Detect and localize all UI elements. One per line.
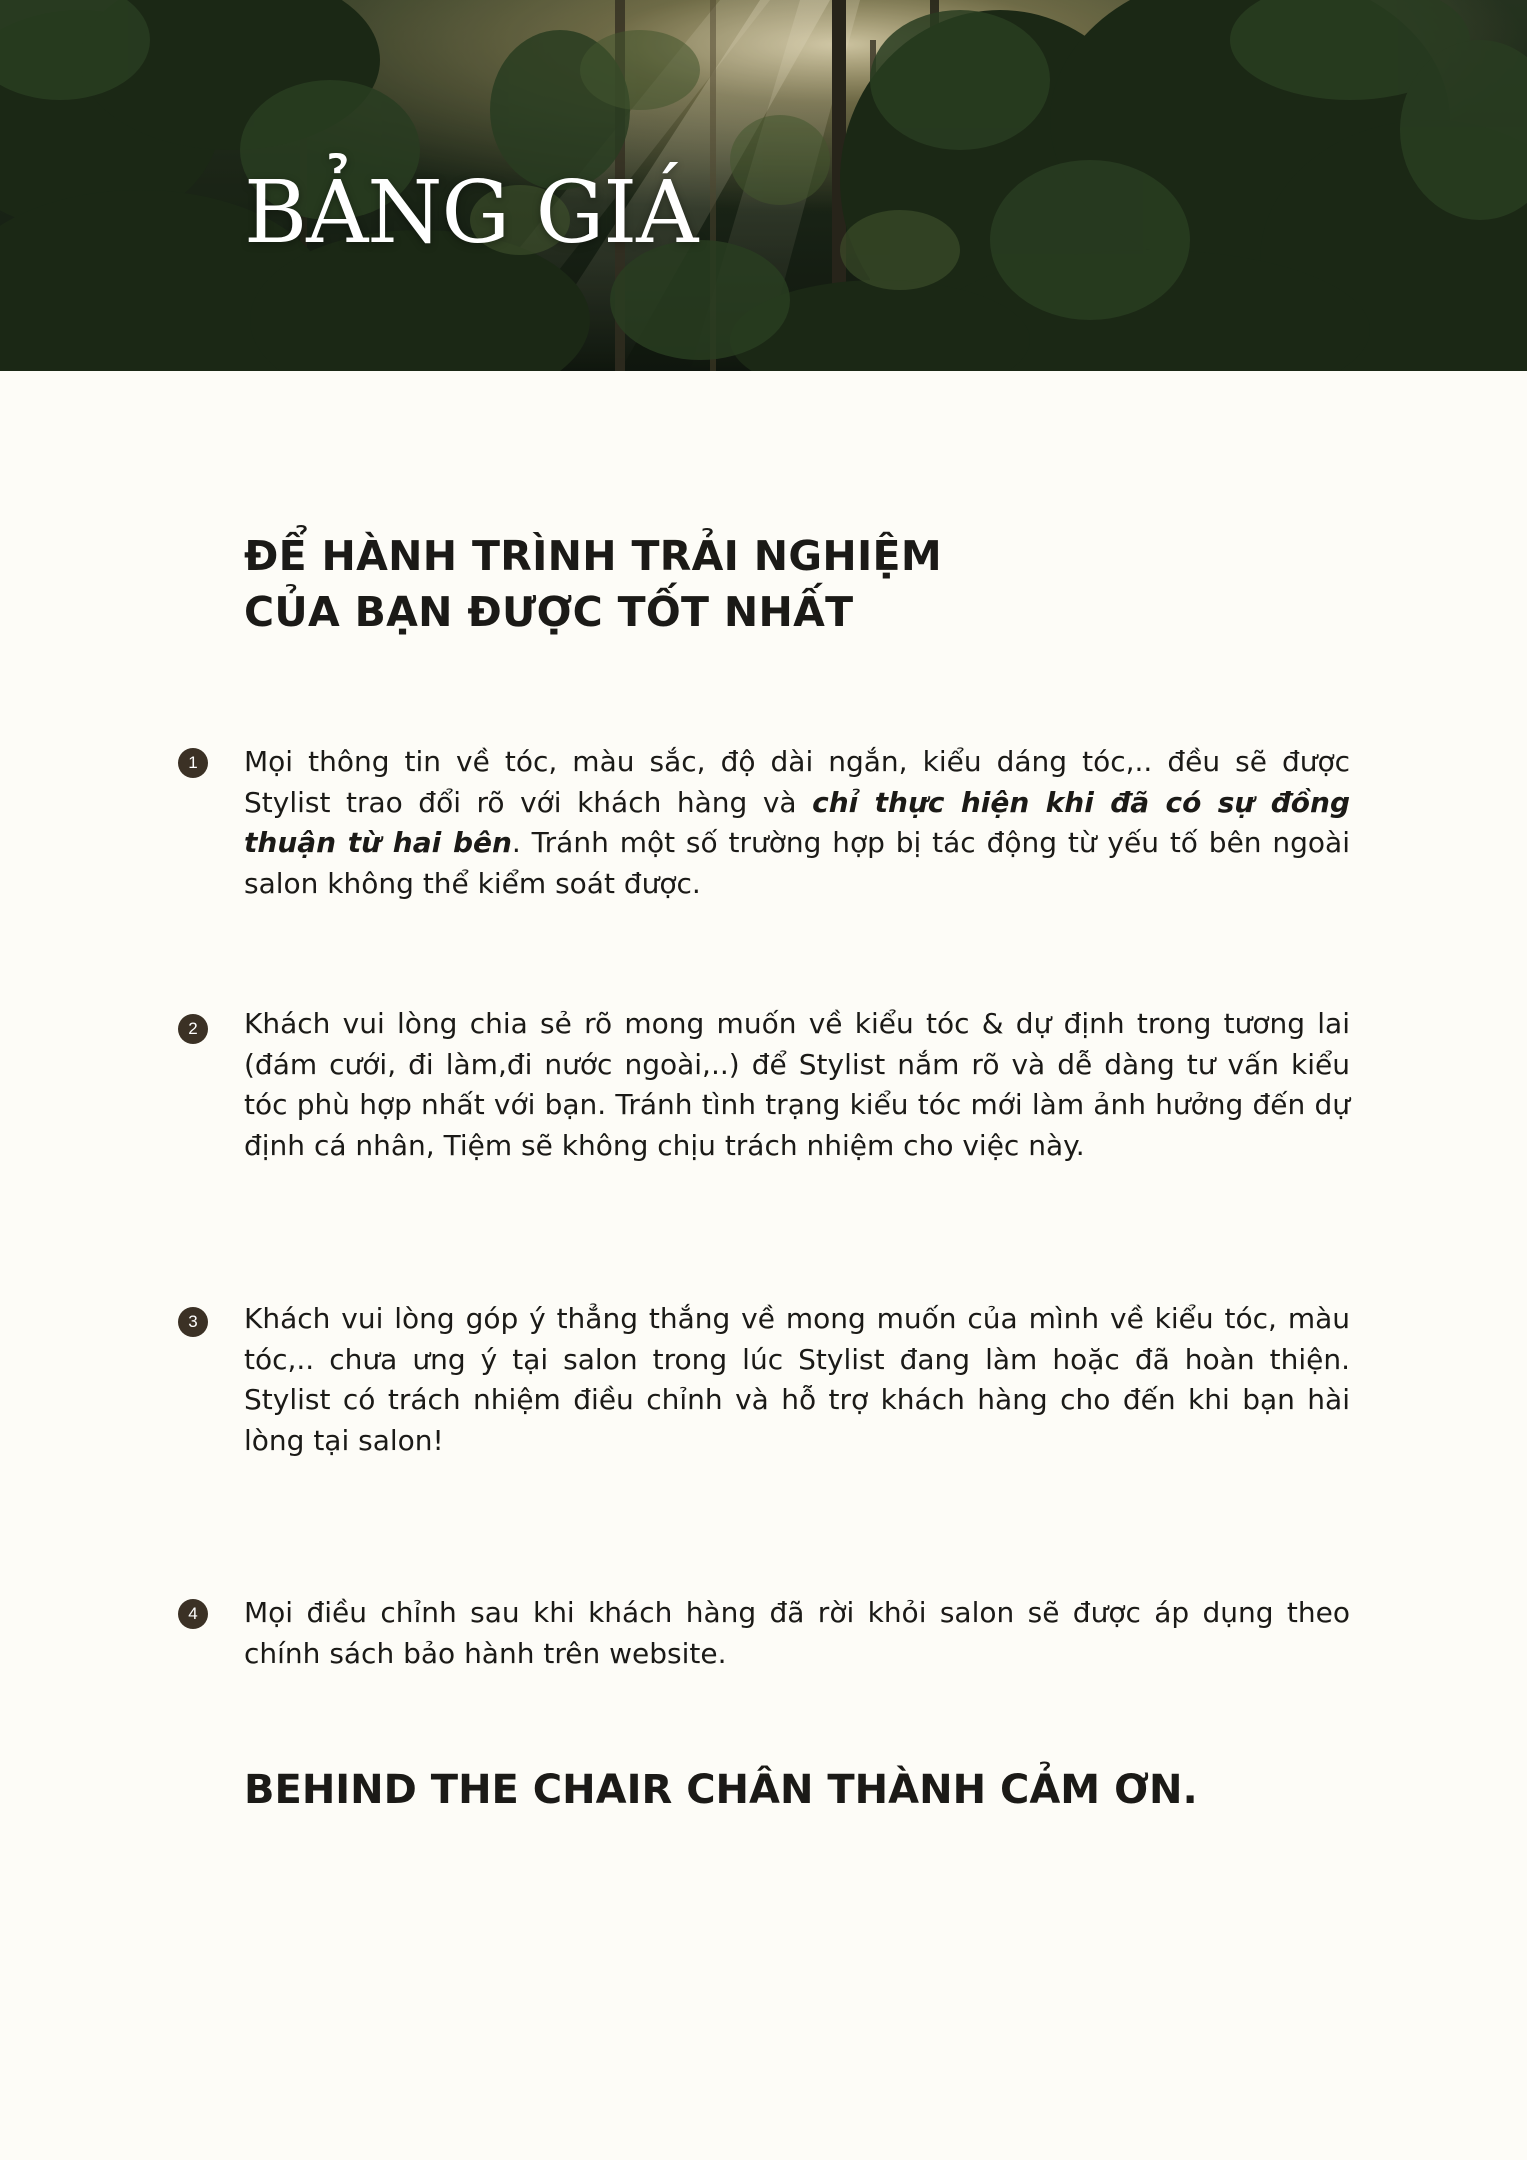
- number-badge: 3: [178, 1307, 208, 1337]
- item-text: Khách vui lòng góp ý thẳng thắng về mong muốn của mình về kiểu tóc, màu tóc,.. chưa ưng ý tại salon trong lúc Stylist đang làm hoặc đã hoàn thiện. Stylist có trách nhiệm điều chỉnh và hỗ trợ khách hàng cho đến khi bạn hài lòng tại salon!: [244, 1302, 1350, 1457]
- item-text: [244, 742, 1350, 904]
- number-badge: 4: [178, 1599, 208, 1629]
- section-heading: [244, 528, 942, 640]
- list-item: [178, 1593, 1350, 1674]
- item-text-part: Mọi thông tin về tóc, màu sắc, độ dài ngắn, kiểu dáng tóc,.. đều sẽ được Stylist trao đổi rõ với khách hàng và: [244, 745, 1350, 819]
- list-item: [178, 742, 1350, 904]
- number-badge: 1: [178, 748, 208, 778]
- item-text-part: . Tránh một số trường hợp bị tác động từ yếu tố bên ngoài salon không thể kiểm soát được.: [244, 826, 1350, 900]
- banner-title: BẢNG GIÁ: [244, 163, 698, 263]
- closing-message: BEHIND THE CHAIR CHÂN THÀNH CẢM ƠN.: [244, 1767, 1198, 1813]
- heading-line-1: ĐỂ HÀNH TRÌNH TRẢI NGHIỆM: [244, 532, 942, 580]
- heading-line-2: CỦA BẠN ĐƯỢC TỐT NHẤT: [244, 588, 854, 636]
- number-badge: 2: [178, 1014, 208, 1044]
- list-item: [178, 1004, 1350, 1166]
- item-text-emphasis: chỉ thực hiện khi đã có sự đồng thuận từ hai bên: [244, 785, 1350, 859]
- item-text: Mọi điều chỉnh sau khi khách hàng đã rời khỏi salon sẽ được áp dụng theo chính sách bảo hành trên website.: [244, 1596, 1350, 1670]
- item-text: Khách vui lòng chia sẻ rõ mong muốn về kiểu tóc & dự định trong tương lai (đám cưới, đi làm,đi nước ngoài,..) để Stylist nắm rõ và dễ dàng tư vấn kiểu tóc phù hợp nhất với bạn. Tránh tình trạng kiểu tóc mới làm ảnh hưởng đến dự định cá nhân, Tiệm sẽ không chịu trách nhiệm cho việc này.: [244, 1007, 1350, 1162]
- list-item: [178, 1299, 1350, 1461]
- forest-banner: [0, 0, 1527, 371]
- forest-photo: [0, 0, 1527, 371]
